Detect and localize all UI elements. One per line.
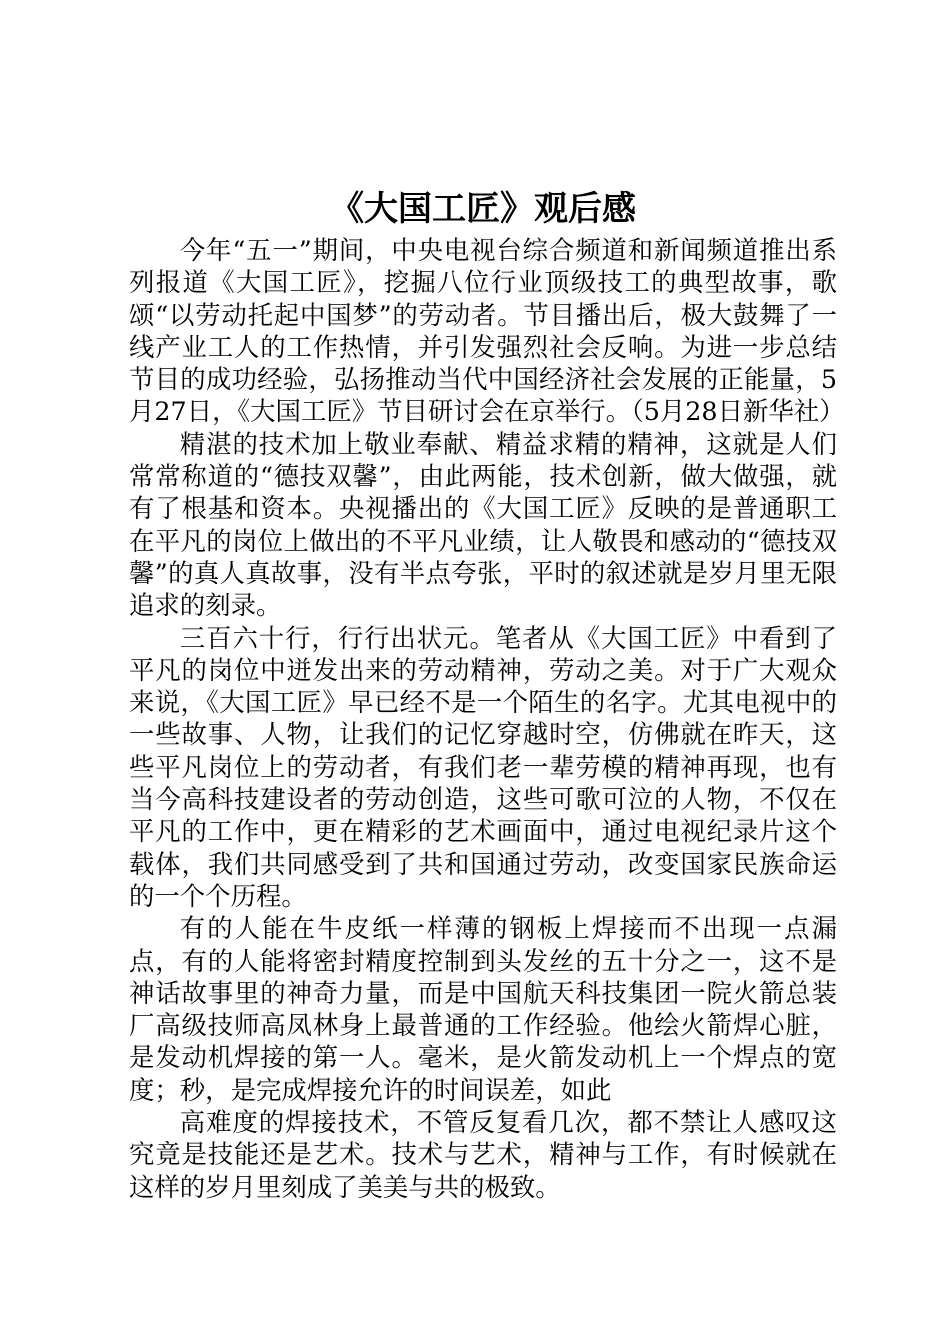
paragraph-4: 有的人能在牛皮纸一样薄的钢板上焊接而不出现一点漏点，有的人能将密封精度控制到头发丝的五十分之一，这不是神话故事里的神奇力量，而是中国航天科技集团一院火箭总装厂高级技师高凤林身上最普通的工作经验。他绘火箭焊心脏，是发动机焊接的第一人。毫米，是火箭发动机上一个焊点的宽度；秒，是完成焊接允许的时间误差，如此 [129, 913, 837, 1105]
paragraph-5: 高难度的焊接技术，不管反复看几次，都不禁让人感叹这究竟是技能还是艺术。技术与艺术，精神与工作，有时候就在这样的岁月里刻成了美美与共的极致。 [129, 1107, 837, 1202]
paragraph-1: 今年“五一”期间，中央电视台综合频道和新闻频道推出系列报道《大国工匠》，挖掘八位行业顶级技工的典型故事，歌颂“以劳动托起中国梦”的劳动者。节目播出后，极大鼓舞了一线产业工人的工作热情，并引发强烈社会反响。为进一步总结节目的成功经验，弘扬推动当代中国经济社会发展的正能量，5月27日，《大国工匠》节目研讨会在京举行。（5月28日新华社） [129, 235, 845, 427]
paragraph-2: 精湛的技术加上敬业奉献、精益求精的精神，这就是人们常常称道的“德技双馨”，由此两能，技术创新，做大做强，就有了根基和资本。央视播出的《大国工匠》反映的是普通职工在平凡的岗位上做出的不平凡业绩，让人敬畏和感动的“德技双馨”的真人真故事，没有半点夸张，平时的叙述就是岁月里无限追求的刻录。 [129, 428, 837, 621]
paragraph-3: 三百六十行，行行出状元。笔者从《大国工匠》中看到了平凡的岗位中迸发出来的劳动精神，劳动之美。对于广大观众来说，《大国工匠》早已经不是一个陌生的名字。尤其电视中的一些故事、人物，让我们的记忆穿越时空，仿佛就在昨天，这些平凡岗位上的劳动者，有我们老一辈劳模的精神再现，也有当今高科技建设者的劳动创造，这些可歌可泣的人物，不仅在平凡的工作中，更在精彩的艺术画面中，通过电视纪录片这个载体，我们共同感受到了共和国通过劳动，改变国家民族命运的一个个历程。 [129, 622, 837, 911]
document-body [129, 234, 845, 1203]
document-title: 《大国工匠》观后感 [330, 189, 636, 229]
